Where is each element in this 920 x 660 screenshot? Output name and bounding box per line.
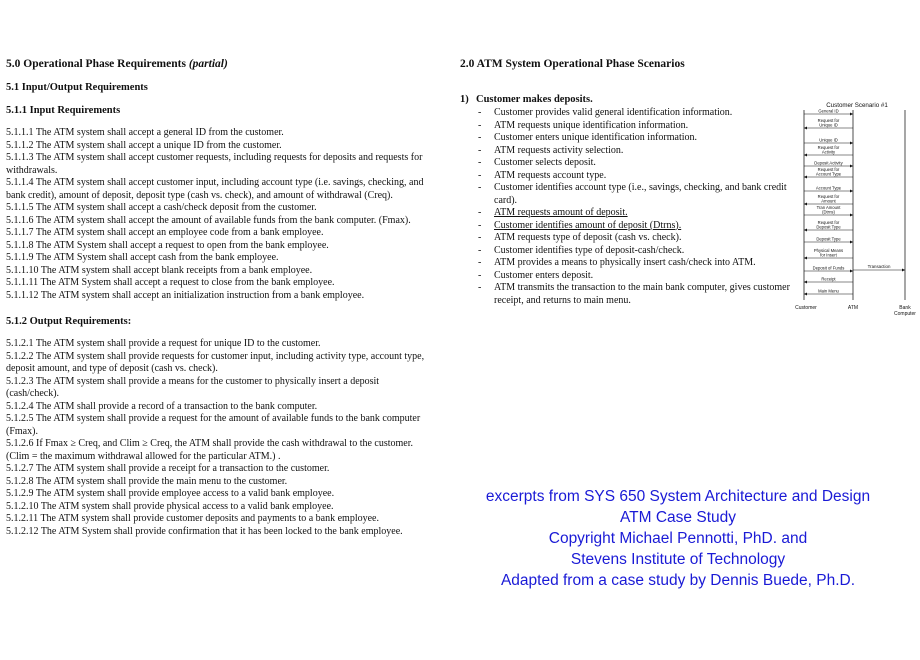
step-bullet: - xyxy=(478,232,482,243)
credit-line: excerpts from SYS 650 System Architecture and Design xyxy=(485,488,871,505)
message-label: Deposit Activity xyxy=(814,160,843,166)
scenario-step xyxy=(460,157,790,170)
credit-line: ATM Case Study xyxy=(619,509,736,526)
step-text: ATM requests type of deposit (cash vs. check). xyxy=(494,232,682,243)
input-requirement: 5.1.1.1 The ATM system shall accept a general ID from the customer. xyxy=(6,127,284,138)
message-label: Amount xyxy=(821,198,836,204)
step-text: Customer enters unique identification information. xyxy=(494,132,698,143)
output-requirement: 5.1.2.10 The ATM system shall provide physical access to a valid bank employee. xyxy=(6,500,334,512)
message-label: Request for xyxy=(817,219,840,225)
output-requirement: 5.1.2.2 The ATM system shall provide requests for customer input, including activity type, account type, deposit amount, and type of deposit (cash vs. check). xyxy=(6,350,425,374)
scenarios-column xyxy=(460,58,790,307)
step-text: ATM requests account type. xyxy=(494,169,607,181)
step-bullet: - xyxy=(478,169,482,181)
section-title-text: 5.0 Operational Phase Requirements xyxy=(6,58,186,70)
arrowhead xyxy=(850,270,853,273)
step-text: Customer selects deposit. xyxy=(494,157,596,168)
input-requirement: 5.1.1.10 The ATM system shall accept blank receipts from a bank employee. xyxy=(6,264,313,276)
step-bullet: - xyxy=(478,282,482,293)
input-requirement: 5.1.1.4 The ATM system shall accept customer input, including account type (i.e. savings, checking, and bank credit), amount of deposit, deposit type (cash vs. check), and amount of withdrawal (Creq). xyxy=(6,177,424,201)
step-bullet: - xyxy=(478,107,482,118)
scenario-step xyxy=(460,245,790,258)
message-label: Receipt xyxy=(821,276,836,282)
scenario-step xyxy=(460,182,790,207)
step-bullet: - xyxy=(478,132,482,143)
step-bullet: - xyxy=(478,207,482,218)
message-label: (Dtrns) xyxy=(822,209,835,215)
scenario-step xyxy=(460,282,790,307)
message-label: Account Type xyxy=(815,171,842,177)
input-requirement: 5.1.1.5 The ATM system shall accept a cash/check deposit from the customer. xyxy=(6,202,317,213)
scenario-step xyxy=(460,170,790,183)
input-requirements-list xyxy=(6,127,434,302)
arrowhead xyxy=(804,176,807,179)
step-text: ATM requests activity selection. xyxy=(494,144,624,156)
output-requirement: 5.1.2.4 The ATM shall provide a record of a transaction to the bank computer. xyxy=(6,400,318,412)
credit-line: Adapted from a case study by Dennis Buede, Ph.D. xyxy=(500,572,856,589)
message-label: Activity xyxy=(821,149,836,155)
output-requirements-list xyxy=(6,338,434,538)
bank-label: Computer xyxy=(894,311,916,317)
step-text: Customer provides valid general identification information. xyxy=(494,107,733,118)
scenario-step xyxy=(460,207,790,220)
sequence-diagram-svg xyxy=(795,100,920,320)
output-requirement: 5.1.2.12 The ATM System shall provide confirmation that it has been locked to the bank employee. xyxy=(6,525,403,537)
message-label: Unique ID xyxy=(819,137,838,143)
requirements-column xyxy=(6,58,434,538)
step-text: Customer identifies type of deposit-cash/check. xyxy=(494,244,685,256)
scenarios-title: 2.0 ATM System Operational Phase Scenarios xyxy=(460,58,685,70)
scenario-number: 1) xyxy=(460,94,469,105)
message-label: Deposit Type xyxy=(816,224,841,230)
message-label: Deposit of Funds xyxy=(812,265,845,271)
output-requirement: 5.1.2.8 The ATM system shall provide the main menu to the customer. xyxy=(6,475,288,487)
step-bullet: - xyxy=(478,219,482,231)
credit-line: Stevens Institute of Technology xyxy=(570,551,786,568)
arrowhead xyxy=(804,293,807,296)
section-title-suffix: (partial) xyxy=(188,58,228,70)
message-label: Account Type xyxy=(815,185,842,191)
message-label: Unique ID xyxy=(819,122,838,128)
step-text: Customer enters deposit. xyxy=(494,269,594,281)
arrowhead xyxy=(850,214,853,217)
scenario-step xyxy=(460,145,790,158)
sequence-diagram xyxy=(795,100,920,320)
output-requirement: 5.1.2.9 The ATM system shall provide employee access to a valid bank employee. xyxy=(6,488,335,499)
step-text: ATM requests amount of deposit. xyxy=(494,207,628,218)
step-text: ATM provides a means to physically insert cash/check into ATM. xyxy=(494,257,756,268)
io-title: 5.1 Input/Output Requirements xyxy=(6,82,148,93)
step-text: ATM transmits the transaction to the main bank computer, gives customer receipt, and returns to main menu. xyxy=(494,282,790,306)
section-title xyxy=(6,58,434,70)
arrowhead xyxy=(902,269,905,272)
bank-label: Bank xyxy=(899,305,911,311)
arrowhead xyxy=(804,154,807,157)
message-label: Request for xyxy=(817,193,840,199)
arrowhead xyxy=(850,165,853,168)
atm-label: ATM xyxy=(847,305,859,311)
arrowhead xyxy=(850,113,853,116)
arrowhead xyxy=(850,142,853,145)
message-label: Deposit Type xyxy=(816,236,841,242)
arrowhead xyxy=(850,190,853,193)
output-requirement: 5.1.2.7 The ATM system shall provide a receipt for a transaction to the customer. xyxy=(6,463,330,474)
scenario-step xyxy=(460,132,790,145)
output-requirement: 5.1.2.5 The ATM system shall provide a request for the amount of available funds to the bank computer (Fmax). xyxy=(6,413,421,437)
scenario-steps-list xyxy=(460,107,790,307)
message-label: Physical Means xyxy=(813,247,844,253)
step-text: ATM requests unique identification information. xyxy=(494,119,689,131)
input-requirement: 5.1.1.6 The ATM system shall accept the amount of available funds from the bank computer. (Fmax). xyxy=(6,214,411,226)
message-label: Request for xyxy=(817,144,840,150)
input-requirement: 5.1.1.3 The ATM system shall accept customer requests, including requests for deposits and requests for withdrawals. xyxy=(6,152,423,176)
scenario-title: Customer makes deposits. xyxy=(476,94,593,105)
credit-line: Copyright Michael Pennotti, PhD. and xyxy=(548,530,808,547)
scenario-step xyxy=(460,257,790,270)
output-requirement: 5.1.2.3 The ATM system shall provide a means for the customer to physically insert a deposit (cash/check). xyxy=(6,375,380,399)
customer-label: Customer xyxy=(795,305,817,311)
step-bullet: - xyxy=(478,157,482,168)
output-requirement: 5.1.2.1 The ATM system shall provide a request for unique ID to the customer. xyxy=(6,338,321,349)
input-requirement: 5.1.1.9 The ATM System shall accept cash from the bank employee. xyxy=(6,252,279,263)
message-label: Request for xyxy=(817,166,840,172)
step-text: Customer identifies account type (i.e., savings, checking, and bank credit card). xyxy=(494,182,787,206)
arrowhead xyxy=(804,127,807,130)
step-bullet: - xyxy=(478,269,482,281)
message-label: Main Menu xyxy=(818,288,839,294)
arrowhead xyxy=(804,281,807,284)
scenario-step xyxy=(460,107,790,120)
arrowhead xyxy=(804,257,807,260)
message-label: for Insert xyxy=(820,252,837,258)
arrowhead xyxy=(804,203,807,206)
input-requirement: 5.1.1.12 The ATM system shall accept an initialization instruction from a bank employee. xyxy=(6,289,365,301)
input-requirement: 5.1.1.2 The ATM system shall accept a unique ID from the customer. xyxy=(6,139,282,151)
step-bullet: - xyxy=(478,182,482,193)
arrowhead xyxy=(804,229,807,232)
input-requirement: 5.1.1.7 The ATM system shall accept an employee code from a bank employee. xyxy=(6,227,324,238)
transaction-label: Transaction xyxy=(867,264,891,269)
step-text: Customer identifies amount of deposit (Dtrns). xyxy=(494,219,682,231)
scenario-step xyxy=(460,270,790,283)
credits-block xyxy=(446,486,910,591)
output-requirement: 5.1.2.6 If Fmax ≥ Creq, and Clim ≥ Creq, the ATM shall provide the cash withdrawal to the customer. (Clim = the maximum withdrawal allowed for the particular ATM.) . xyxy=(6,438,414,462)
step-bullet: - xyxy=(478,257,482,268)
input-title: 5.1.1 Input Requirements xyxy=(6,105,121,116)
message-label: General ID xyxy=(818,108,839,114)
output-requirement: 5.1.2.11 The ATM system shall provide customer deposits and payments to a bank employee. xyxy=(6,513,379,524)
scenario-step xyxy=(460,120,790,133)
scenario-heading xyxy=(460,94,790,105)
output-title: 5.1.2 Output Requirements: xyxy=(6,316,132,327)
scenario-step xyxy=(460,232,790,245)
step-bullet: - xyxy=(478,244,482,256)
diagram-title: Customer Scenario #1 xyxy=(826,102,888,109)
scenario-step xyxy=(460,220,790,233)
arrowhead xyxy=(850,241,853,244)
step-bullet: - xyxy=(478,144,482,156)
step-bullet: - xyxy=(478,119,482,131)
message-label: Request for xyxy=(817,117,840,123)
input-requirement: 5.1.1.11 The ATM System shall accept a request to close from the bank employee. xyxy=(6,277,335,288)
message-label: Tran Amount xyxy=(816,204,841,210)
input-requirement: 5.1.1.8 The ATM System shall accept a request to open from the bank employee. xyxy=(6,239,329,251)
